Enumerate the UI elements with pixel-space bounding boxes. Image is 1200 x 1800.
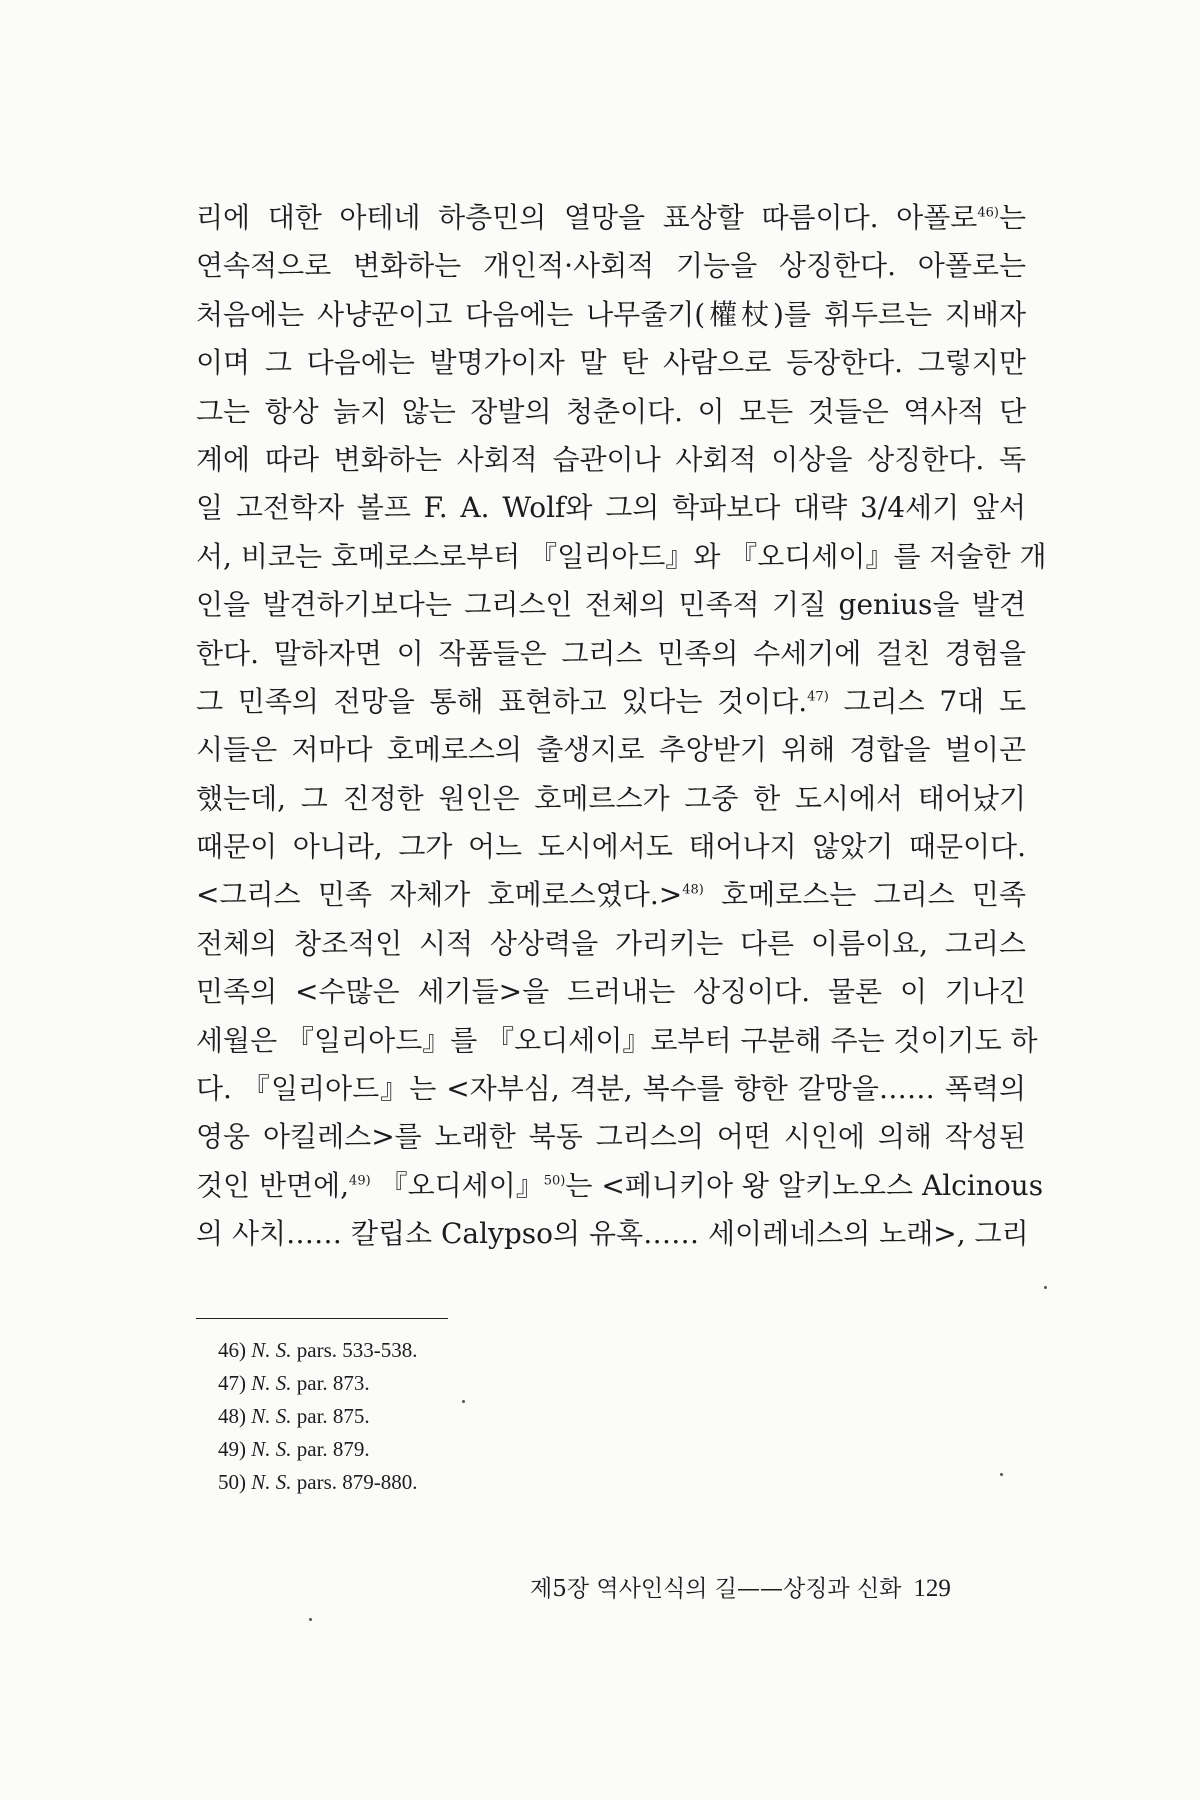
scan-speck [462,1400,465,1403]
text-line: 계에 따라 변화하는 사회적 습관이나 사회적 이상을 상징한다. 독 [196,442,1026,476]
footnote-ref-47[interactable]: 47) [807,689,829,705]
footnote-ref-50[interactable]: 50) [543,1173,566,1189]
footnote-ref-48[interactable]: 48) [682,883,704,899]
footnote-46: 46) N. S. pars. 533-538. [218,1338,418,1362]
text-line: 한다. 말하자면 이 작품들은 그리스 민족의 수세기에 걸친 경험을 [196,636,1026,670]
text-line: 연속적으로 변화하는 개인적·사회적 기능을 상징한다. 아폴로는 [196,249,1026,283]
text-line: 리에 대한 아테네 하층민의 열망을 표상할 따름이다. 아폴로$^{46)}$는 [196,201,1026,234]
text-line: 때문이 아니라, 그가 어느 도시에서도 태어나지 않았기 때문이다. [196,830,1026,864]
running-footer [530,1570,1010,1603]
text-line: 인을 발견하기보다는 그리스인 전체의 민족적 기질 genius을 발견 [196,588,1026,622]
text-line: 세월은 『일리아드』를 『오디세이』로부터 구분해 주는 것이기도 하 [196,1023,1038,1057]
footnote-47: 47) N. S. par. 873. [218,1371,370,1395]
text-line: 서, 비코는 호메로스로부터 『일리아드』와 『오디세이』를 저술한 개 [196,539,1047,573]
text-line: 다. 『일리아드』는 <자부심, 격분, 복수를 향한 갈망을…… 폭력의 [196,1072,1026,1106]
scan-speck [1044,1286,1047,1289]
footnote-49: 49) N. S. par. 879. [218,1437,370,1461]
text-line: 민족의 <수많은 세기들>을 드러내는 상징이다. 물론 이 기나긴 [196,975,1026,1009]
page-number: 129 [913,1575,951,1602]
text-line: 그는 항상 늙지 않는 장발의 청춘이다. 이 모든 것들은 역사적 단 [196,394,1026,428]
text-line: 영웅 아킬레스>를 노래한 북동 그리스의 어떤 시인에 의해 작성된 [196,1120,1026,1154]
footnote-50: 50) N. S. pars. 879-880. [218,1470,418,1494]
scan-speck [309,1618,312,1621]
text-line: 이며 그 다음에는 발명가이자 말 탄 사람으로 등장한다. 그렇지만 [196,346,1026,380]
text-line: 그 민족의 전망을 통해 표현하고 있다는 것이다.$^{47)}$ 그리스 7대 도 [196,684,1027,718]
scan-speck [1000,1473,1003,1476]
text-line: 의 사치…… 칼립소 Calypso의 유혹…… 세이레네스의 노래>, 그리 [196,1217,1029,1251]
text-line: <그리스 민족 자체가 호메로스였다.>$^{48)}$ 호메로스는 그리스 민족 [196,878,1027,912]
body-text [196,194,1047,1259]
chapter-title: 제5장 역사인식의 길——상징과 신화 [530,1576,902,1602]
footnote-separator [196,1318,448,1319]
footnote-48: 48) N. S. par. 875. [218,1404,370,1428]
footnote-ref-46[interactable]: 46) [977,205,999,221]
footnotes [218,1334,718,1499]
text-line: 일 고전학자 볼프 F. A. Wolf와 그의 학파보다 대략 3/4세기 앞서 [196,491,1026,525]
text-line: 했는데, 그 진정한 원인은 호메르스가 그중 한 도시에서 태어났기 [196,781,1026,815]
text-line: 것인 반면에,$^{49)}$ 『오디세이』$^{50)}$는 <페니키아 왕 알키노오스 Alcinous [196,1168,1044,1202]
footnote-ref-49[interactable]: 49) [349,1173,371,1189]
text-line: 시들은 저마다 호메로스의 출생지로 추앙받기 위해 경합을 벌이곤 [196,733,1026,767]
text-line: 처음에는 사냥꾼이고 다음에는 나무줄기(權杖)를 휘두르는 지배자 [196,297,1026,331]
text-line: 전체의 창조적인 시적 상상력을 가리키는 다른 이름이요, 그리스 [196,926,1026,960]
